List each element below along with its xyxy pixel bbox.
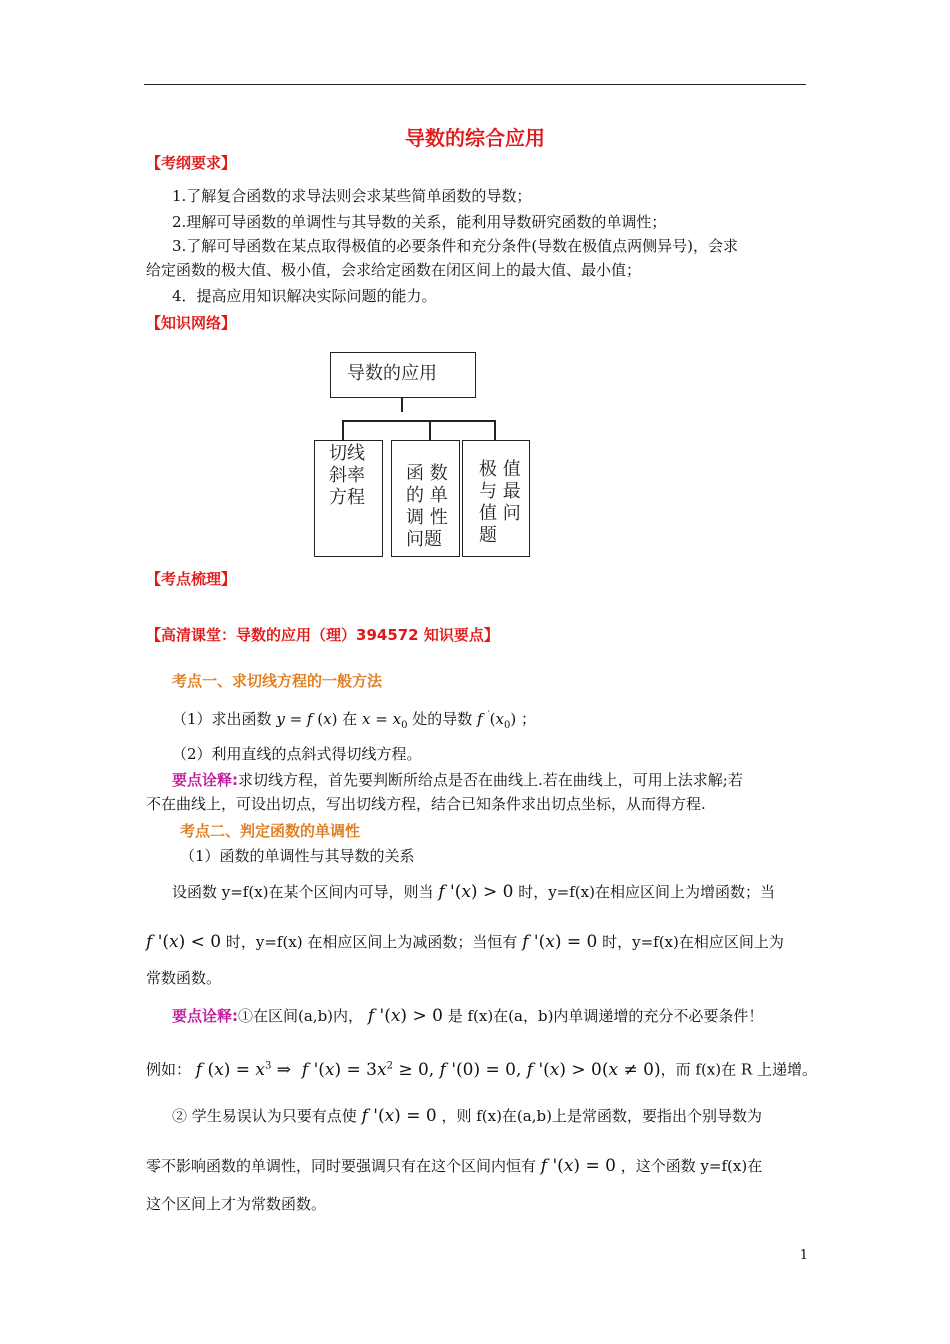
kd1-step1-a: （1）求出函数	[172, 710, 272, 728]
diagram-child-extremum-line3: 值 问	[479, 503, 521, 524]
kd2-sub1: （1）函数的单调性与其导数的关系	[180, 847, 415, 865]
diagram-root-box	[330, 352, 476, 398]
diagram-branch-right	[494, 420, 496, 440]
requirement-1: 1.了解复合函数的求导法则会求某些简单函数的导数；	[172, 187, 532, 205]
kd2-heading: 考点二、判定函数的单调性	[180, 822, 361, 840]
formula-example: f $(x) = x^3$ ⇒ f '$(x) = 3x^2 \ge 0$, f '(0) = 0, f '(x) > 0(x ≠ 0)	[195, 1059, 661, 1080]
requirement-3: 3.了解可导函数在某点取得极值的必要条件和充分条件(导数在极值点两侧异号)，会求	[172, 237, 739, 255]
diagram-branch-mid	[429, 420, 431, 440]
kd1-note-label: 要点诠释:	[172, 771, 238, 789]
diagram-child-monotonic-line2: 的 单	[406, 485, 448, 506]
formula-fprime-gt0: f '(x) > 0	[438, 882, 514, 902]
requirement-4: 4．提高应用知识解决实际问题的能力。	[172, 287, 437, 305]
kd1-note-1: 求切线方程，首先要判断所给点是否在曲线上.若在曲线上，可用上法求解;若	[238, 771, 743, 789]
kd2-n2-b: ，则 f(x)在(a,b)上是常函数，要指出个别导数为	[441, 1107, 762, 1125]
diagram-child-monotonic-line3: 调 性	[406, 507, 448, 528]
kd2-note-b: 是 f(x)在(a，b)内单调递增的充分不必要条件！	[447, 1007, 764, 1025]
diagram-child-extremum	[462, 440, 530, 557]
section-kaogang: 【考纲要求】	[146, 154, 237, 172]
kd1-note-line2: 不在曲线上，可设出切点，写出切线方程，结合已知条件求出切点坐标，从而得方程.	[146, 795, 706, 813]
section-gaoqing: 【高清课堂：导数的应用（理）394572 知识要点】	[146, 626, 499, 644]
page-title: 导数的综合应用	[405, 126, 545, 150]
kd1-step1-b: 在	[342, 710, 358, 728]
kd1-step2: （2）利用直线的点斜式得切线方程。	[172, 745, 422, 763]
kd2-n2-a: ② 学生易误认为只要有点使	[172, 1107, 357, 1125]
kd1-step1-c: 处的导数	[412, 710, 473, 728]
diagram-child-monotonic-line4: 问题	[406, 529, 442, 550]
kd2-note4: 这个区间上才为常数函数。	[146, 1195, 327, 1213]
diagram-child-monotonic-line1: 函 数	[406, 463, 448, 484]
formula-fprime-eq0-a: f '(x) = 0	[522, 932, 598, 952]
kd2-p1-a: 设函数 y=f(x)在某个区间内可导，则当	[172, 883, 434, 901]
formula-y-fx: y = f (x)	[276, 710, 338, 728]
diagram-child-extremum-line2: 与 最	[479, 481, 521, 502]
kd1-step1-d: ；	[520, 710, 536, 728]
diagram-stem	[401, 398, 403, 412]
formula-x-x0: $x = x_0$	[362, 710, 408, 731]
kd2-example	[146, 1056, 817, 1080]
formula-fprime-gt0-b: f '(x) > 0	[367, 1006, 443, 1026]
requirement-2: 2.理解可导函数的单调性与其导数的关系，能利用导数研究函数的单调性；	[172, 213, 667, 231]
diagram-root-label: 导数的应用	[347, 363, 437, 384]
diagram-branch	[342, 420, 495, 422]
diagram-child-tangent-line3: 方程	[329, 487, 365, 508]
kd2-p1-b: 时，y=f(x)在相应区间上为增函数；当	[518, 883, 775, 901]
page-number: 1	[799, 1248, 808, 1263]
kd2-n3-a: 零不影响函数的单调性，同时要强调只有在这个区间内恒有	[146, 1157, 537, 1175]
diagram-child-extremum-line1: 极 值	[479, 459, 521, 480]
kd2-p3: 常数函数。	[146, 969, 222, 987]
diagram-child-tangent-line1: 切线	[329, 443, 365, 464]
diagram-child-tangent	[314, 440, 383, 557]
kd2-p2	[146, 932, 784, 952]
formula-fprime-x0: f $'(x_0)$	[477, 710, 517, 731]
section-kaodian: 【考点梳理】	[146, 570, 237, 588]
kd2-p2-a: 时，y=f(x) 在相应区间上为减函数；当恒有	[225, 933, 518, 951]
kd2-ex-a: 例如：	[146, 1060, 192, 1079]
kd2-note-label: 要点诠释:	[172, 1007, 238, 1025]
kd1-heading: 考点一、求切线方程的一般方法	[172, 672, 383, 690]
kd2-note1	[172, 1006, 763, 1026]
header-rule	[144, 84, 806, 85]
formula-fprime-eq0-c: f '(x) = 0	[540, 1156, 616, 1176]
kd1-step1	[172, 706, 536, 736]
kd2-p2-b: 时，y=f(x)在相应区间上为	[602, 933, 784, 951]
kd2-note3	[146, 1156, 762, 1176]
kd1-note-line1	[172, 770, 743, 790]
kd2-ex-b: ，而 f(x)在 R 上递增。	[660, 1060, 817, 1079]
kd2-note2	[172, 1106, 762, 1126]
kd2-n3-b: ，这个函数 y=f(x)在	[620, 1157, 763, 1175]
formula-fprime-lt0: f '(x) < 0	[146, 932, 222, 952]
diagram-child-tangent-line2: 斜率	[329, 465, 365, 486]
diagram-child-monotonic	[391, 440, 460, 557]
formula-fprime-eq0-b: f '(x) = 0	[361, 1106, 437, 1126]
kd2-p1	[172, 882, 775, 902]
diagram-branch-left	[342, 420, 344, 440]
requirement-3-cont: 给定函数的极大值、极小值，会求给定函数在闭区间上的最大值、最小值；	[146, 261, 642, 279]
kd2-note-a: ①在区间(a,b)内，	[238, 1007, 364, 1025]
diagram-child-extremum-line4: 题	[479, 525, 497, 546]
section-zhishi: 【知识网络】	[146, 314, 237, 332]
